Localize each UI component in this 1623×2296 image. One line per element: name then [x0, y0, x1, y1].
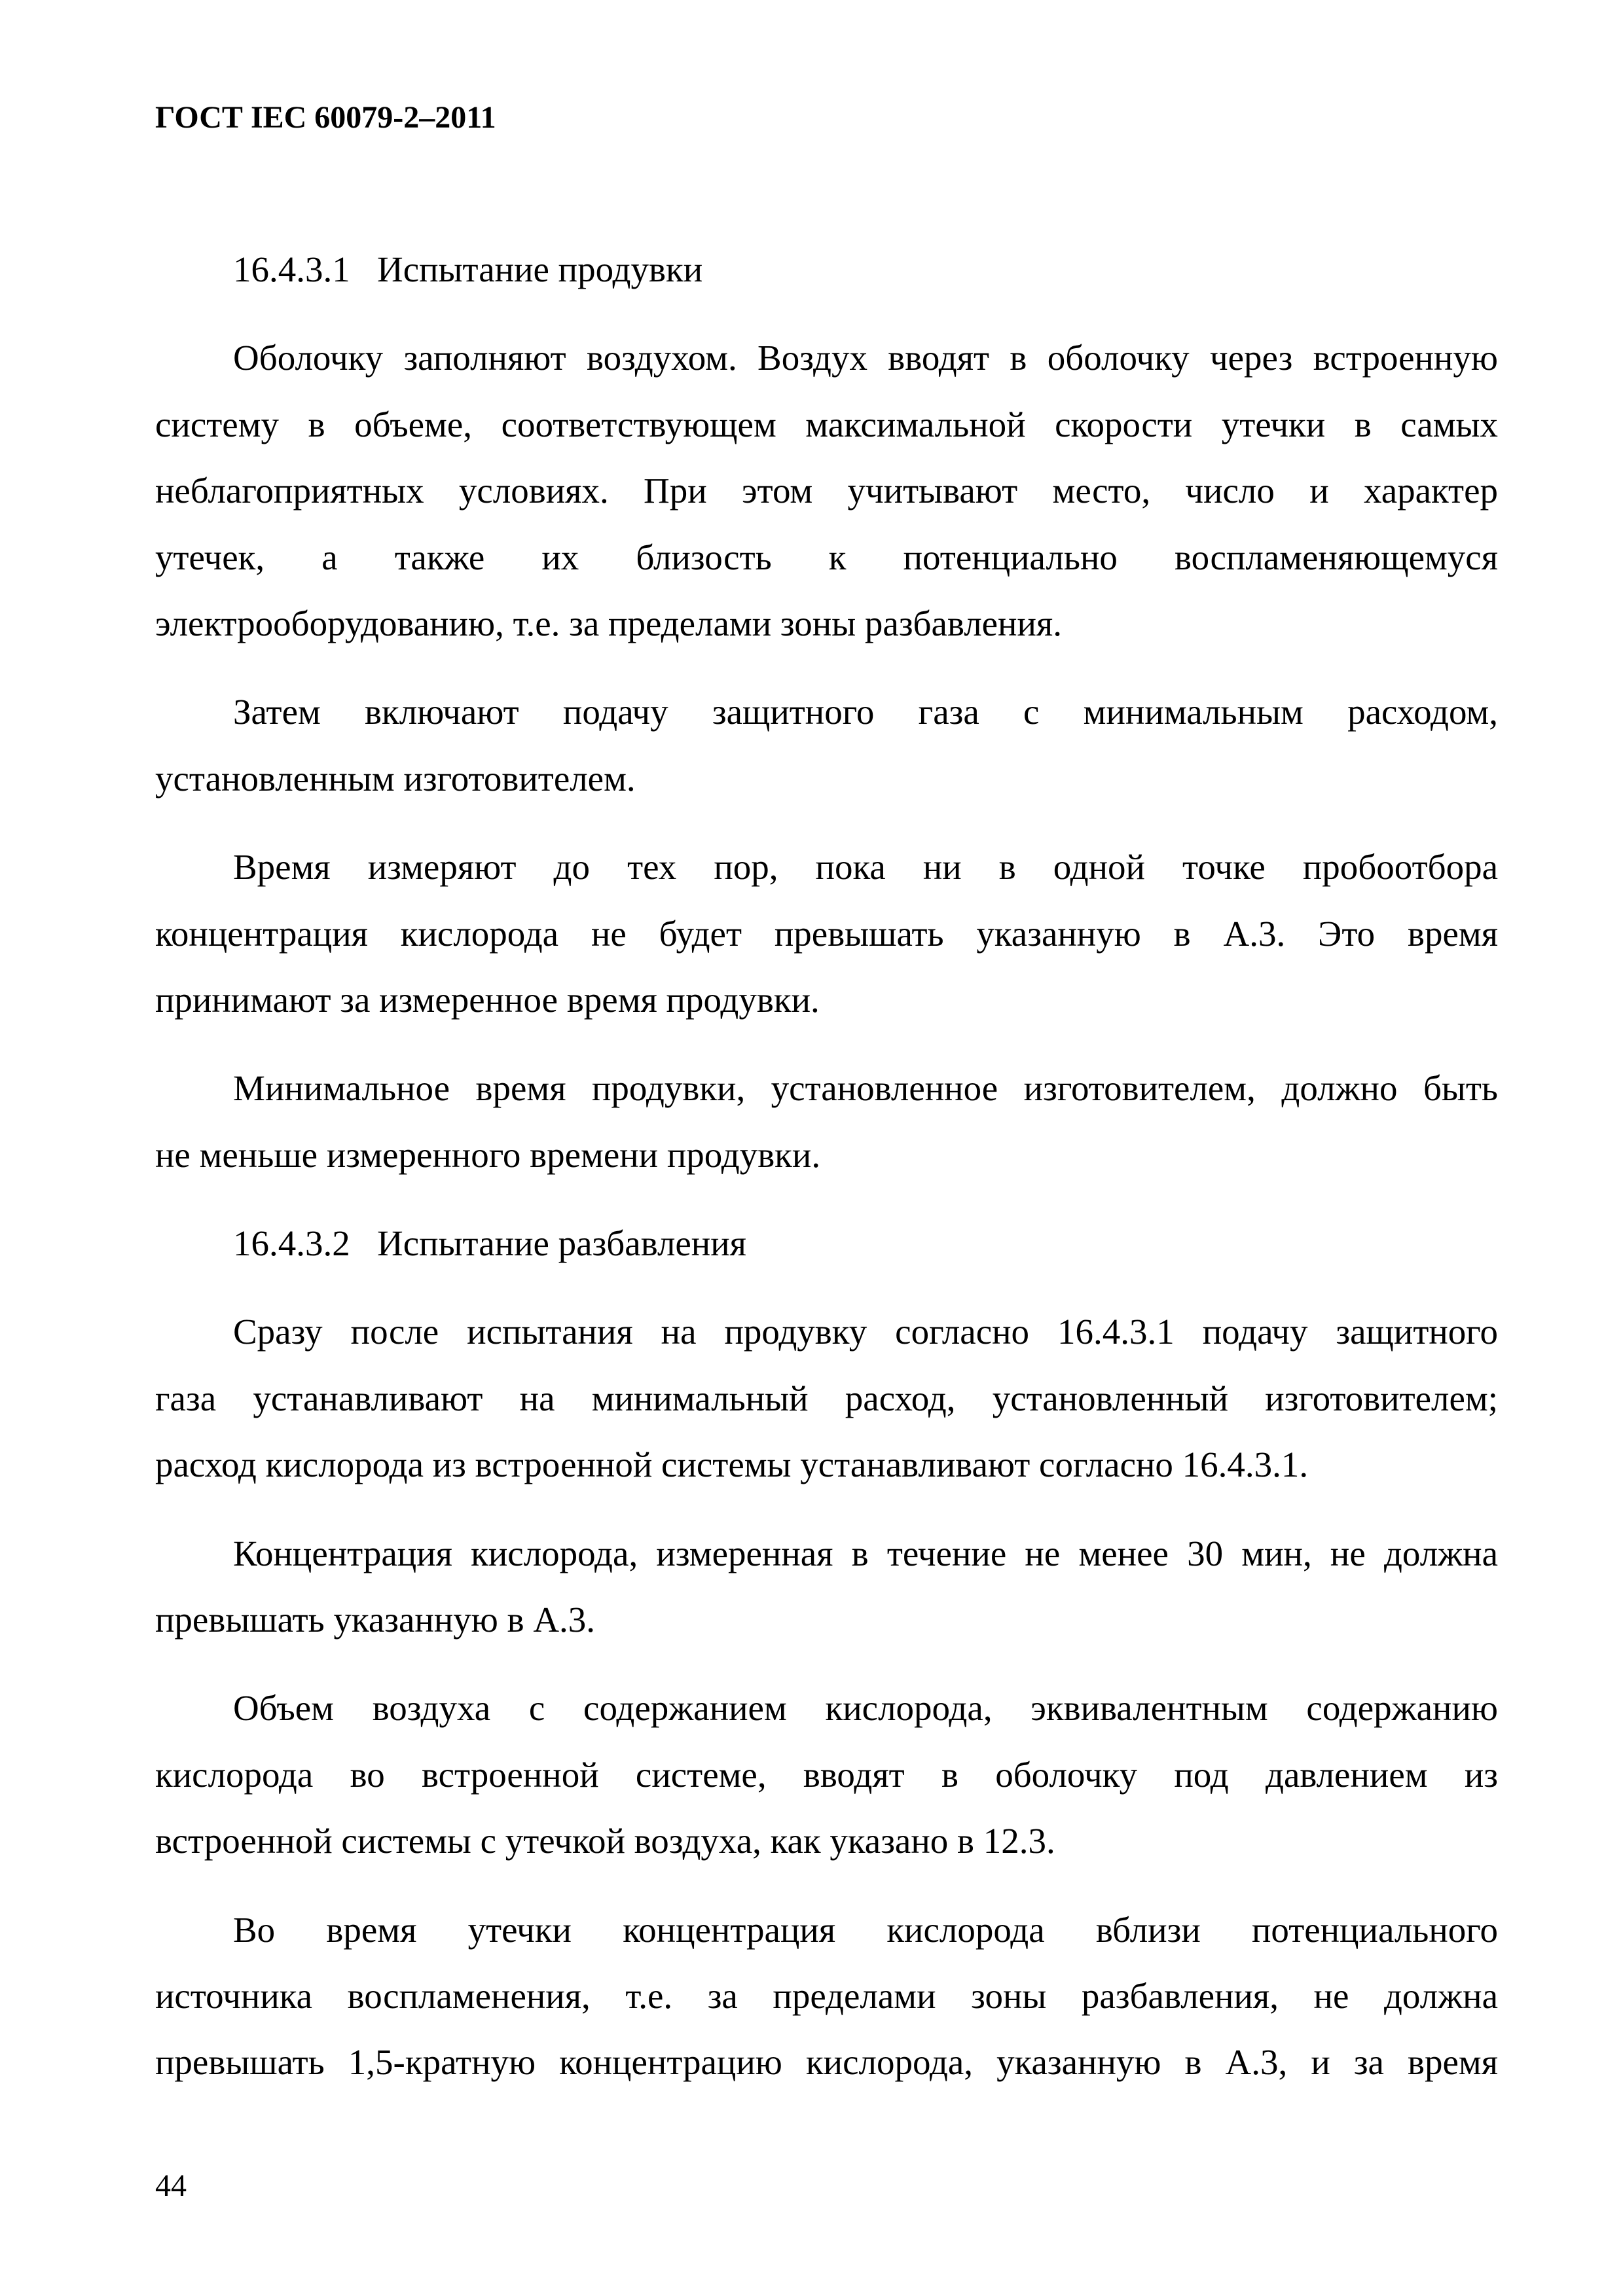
paragraph [155, 834, 1498, 1033]
page-number: 44 [155, 2168, 187, 2203]
text-line: расход кислорода из встроенной системы устанавливают согласно 16.4.3.1. [155, 1444, 1309, 1485]
text-line: кислорода во встроенной системе, вводят в оболочку под давлением из [155, 1754, 1498, 1795]
text-line: Минимальное время продувки, установленное изготовителем, должно быть [233, 1068, 1498, 1109]
text-line: установленным изготовителем. [155, 758, 636, 798]
section-heading [155, 1210, 1498, 1276]
text-line: принимают за измеренное время продувки. [155, 979, 820, 1020]
text-line: неблагоприятных условиях. При этом учитывают место, число и характер [155, 471, 1498, 511]
text-line: систему в объеме, соответствующем максимальной скорости утечки в самых [155, 404, 1498, 444]
paragraph [155, 1299, 1498, 1498]
text-line: превышать указанную в А.3. [155, 1600, 596, 1640]
text-line: Время измеряют до тех пор, пока ни в одной точке пробоотбора [233, 847, 1498, 888]
document-header: ГОСТ IEC 60079-2–2011 [155, 100, 496, 135]
paragraph [155, 1675, 1498, 1874]
text-line: превышать 1,5-кратную концентрацию кислорода, указанную в А.3, и за время [155, 2042, 1498, 2083]
text-line: концентрация кислорода не будет превышать указанную в А.3. Это время [155, 913, 1498, 954]
text-line: встроенной системы с утечкой воздуха, как указано в 12.3. [155, 1821, 1055, 1861]
text-line: Оболочку заполняют воздухом. Воздух вводят в оболочку через встроенную [233, 338, 1498, 378]
text-line: Во время утечки концентрация кислорода вблизи потенциального [233, 1909, 1498, 1950]
text-line: утечек, а также их близость к потенциально воспламеняющемуся [155, 537, 1498, 577]
paragraph [155, 1897, 1498, 2096]
text-line: Сразу после испытания на продувку согласно 16.4.3.1 подачу защитного [233, 1312, 1498, 1352]
document-body [155, 236, 1498, 2096]
text-line: 16.4.3.1 Испытание продувки [233, 249, 703, 289]
paragraph [155, 1055, 1498, 1188]
text-line: 16.4.3.2 Испытание разбавления [233, 1223, 746, 1264]
text-line: источника воспламенения, т.е. за пределами зоны разбавления, не должна [155, 1975, 1498, 2016]
paragraph [155, 325, 1498, 656]
section-heading [155, 236, 1498, 302]
text-line: не меньше измеренного времени продувки. [155, 1134, 821, 1175]
text-line: Концентрация кислорода, измеренная в течение не менее 30 мин, не должна [233, 1533, 1498, 1573]
paragraph [155, 1520, 1498, 1653]
text-line: электрооборудованию, т.е. за пределами зоны разбавления. [155, 603, 1062, 643]
text-line: газа устанавливают на минимальный расход, установленный изготовителем; [155, 1378, 1498, 1418]
paragraph [155, 679, 1498, 812]
text-line: Объем воздуха с содержанием кислорода, эквивалентным содержанию [233, 1688, 1498, 1729]
text-line: Затем включают подачу защитного газа с минимальным расходом, [233, 692, 1498, 732]
